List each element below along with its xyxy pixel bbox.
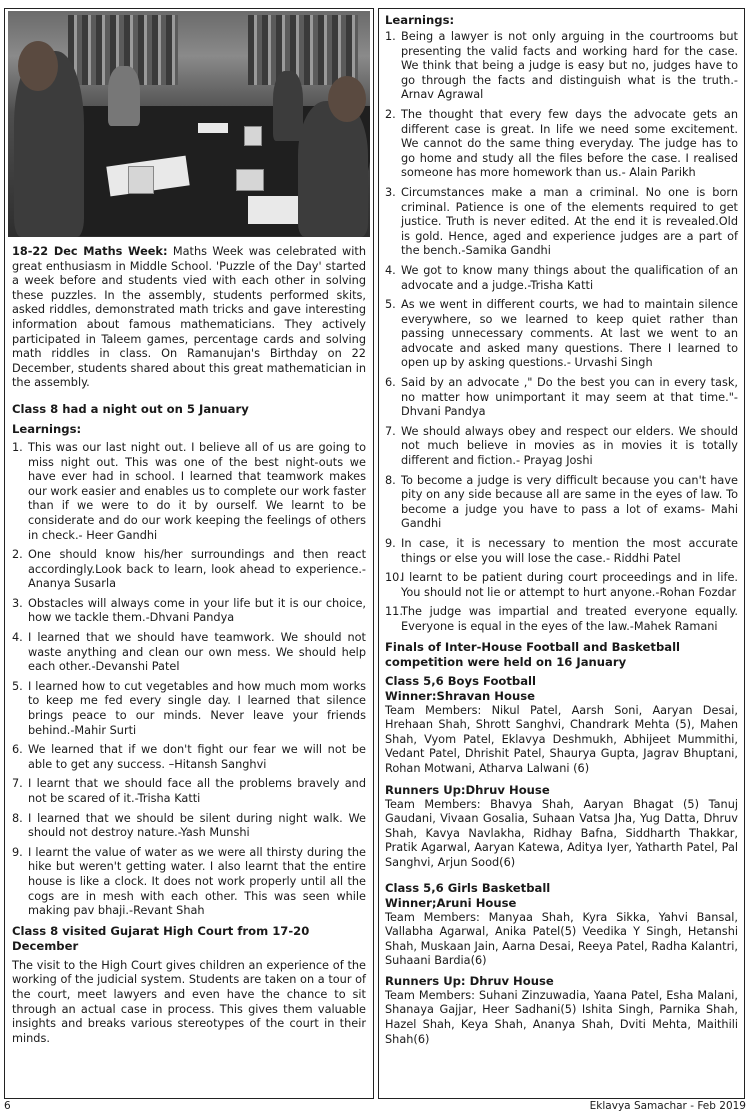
list-item: 5. I learned how to cut vegetables and how much mom works to keep me fed every single day. I learned that silence brings peace to our minds. Never leave your friends behind.-Mahir Surti: [12, 679, 366, 737]
list-item: 5. As we went in different courts, we had to maintain silence everywhere, so we learned to keep quiet rather than passing unnecessary comments. At last we went to an advocate and asked many questions. There I learned to open up by asking questions.- Urvashi Singh: [385, 298, 738, 370]
list-item: 11. The judge was impartial and treated everyone equally. Everyone is equal in the eyes of the law.-Mahek Ramani: [385, 605, 738, 633]
list-item: 10. I learnt to be patient during court proceedings and in life. You should not lie or attempt to hurt anyone.-Rohan Fozdar: [385, 571, 738, 599]
list-item: 8. To become a judge is very difficult because you can't have pity on any side because all are same in the eyes of law. To become a judge you have to pass a lot of exams- Mahi Gandhi: [385, 473, 738, 531]
list-item: 4. We got to know many things about the qualification of an advocate and a judge.-Trisha Katti: [385, 263, 738, 292]
girls-runner-members: Team Members: Suhani Zinzuwadia, Yaana Patel, Esha Malani, Shanaya Gajjar, Heer Sadhani(5) Ishita Singh, Parnika Shah, Hazel Shah, Keya Shah, Ananya Shah, Dviti Mehta, Maithili Shah(6): [385, 988, 738, 1046]
night-out-learnings-list: [12, 441, 366, 919]
page-number: 6: [4, 1100, 11, 1112]
court-learnings-label: Learnings:: [385, 13, 455, 27]
list-item: 1. Being a lawyer is not only arguing in the courtrooms but presenting the valid facts and working hard for the case. We think that being a judge is easy but no, judges have to go through the facts and distinguish what is the truth.- Arnav Agrawal: [385, 30, 738, 102]
court-learnings-list: [385, 30, 738, 635]
list-item: 9. I learnt the value of water as we were all thirsty during the hike but weren't getting water. I also learnt that the entire house is like a clock. It does not work properly until all the cogs are in mesh with each other. This was seen while making pav bhaji.-Revant Shah: [12, 845, 366, 918]
list-item: 9. In case, it is necessary to mention the most accurate things or else you will lose the case.- Riddhi Patel: [385, 537, 738, 565]
publication-footer: Eklavya Samachar - Feb 2019: [589, 1100, 746, 1112]
list-item: 8. I learned that we should be silent during night walk. We should not destroy nature.-Yash Munshi: [12, 811, 366, 840]
girls-runner-label: Runners Up: Dhruv House: [385, 973, 554, 988]
list-item: 2. One should know his/her surroundings and then react accordingly.Look back to learn, look ahead to experience.- Ananya Susarla: [12, 548, 366, 591]
list-item: 3. Circumstances make a man a criminal. No one is born criminal. Patience is one of the elements required to get justice. Truth is never edited. At the end it is revealed.Old is gold. Hence, aged and experience judges are a part of the bench.-Samika Gandhi: [385, 185, 738, 258]
boys-winner-members: Team Members: Nikul Patel, Aarsh Soni, Aaryan Desai, Hrehaan Shah, Shrott Sanghvi, Chandrark Mehta (5), Mahen Shah, Vyom Patel, Eklavya Deshmukh, Abhijeet Mummithi, Vedant Patel, Dhrishit Patel, Shaurya Gupta, Jagrav Bhuptani, Rohan Motwani, Atharva Lalwani (6): [385, 703, 738, 775]
list-item: 6. We learned that if we don't fight our fear we will not be able to get any success. –Hitansh Sanghvi: [12, 743, 366, 771]
maths-week-paragraph: [12, 245, 366, 391]
right-column: [378, 8, 745, 1099]
maths-week-body: Maths Week was celebrated with great enthusiasm in Middle School. 'Puzzle of the Day' started a week before and students vied with each other in solving these puzzles. In the assembly, students performed skits, asked riddles, demonstrated math tricks and gave interesting information about famous mathematicians. They actively participated in Taleem games, percentage cards and solving math riddles in class. On Ramanujan's Birthday on 22 December, students shared about this great mathematician in the assembly.: [12, 245, 367, 390]
list-item: 2. The thought that every few days the advocate gets an different case is great. In life we need some excitement. We cannot do the same thing everyday. The judge has to go home and study all the files before the case. I realised someone has more homework than us.- Alain Parikh: [385, 107, 738, 180]
boys-winner-label: Winner:Shravan House: [385, 688, 535, 703]
maths-week-photo: [8, 11, 370, 237]
high-court-heading: Class 8 visited Gujarat High Court from 17-20 December: [12, 923, 310, 953]
girls-winner-members: Team Members: Manyaa Shah, Kyra Sikka, Yahvi Bansal, Vallabha Agarwal, Anika Patel(5) Veedika Y Singh, Hetanshi Shah, Muskaan Jain, Aarna Desai, Reeya Patel, Radha Kalantri, Suhaani Bardia(6): [385, 910, 738, 968]
finals-heading: Finals of Inter-House Football and Basketball competition were held on 16 January: [385, 639, 681, 669]
list-item: 7. We should always obey and respect our elders. We should not much believe in movies as in movies it is totally different and fiction.- Prayag Joshi: [385, 424, 738, 468]
girls-basketball-heading: Class 5,6 Girls Basketball: [385, 880, 551, 895]
night-out-learnings-label: Learnings:: [12, 421, 82, 436]
list-item: 6. Said by an advocate ," Do the best you can in every task, no matter how unimportant it may seem at that time."- Dhvani Pandya: [385, 376, 738, 419]
maths-week-title: 18-22 Dec Maths Week:: [12, 245, 168, 258]
list-item: 4. I learned that we should have teamwork. We should not waste anything and clean our own mess. We should help each other.-Devanshi Patel: [12, 631, 366, 674]
boys-runner-members: Team Members: Bhavya Shah, Aaryan Bhagat (5) Tanuj Gaudani, Vivaan Gosalia, Suhaan Vatsa Jha, Yug Datta, Dhruv Shah, Kavya Navlakha, Ridhay Bafna, Siddharth Thakkar, Pratik Agarwal, Aaryan Katewa, Aditya Iyer, Yatharth Patel, Pal Sanghvi, Arjun Sood(6): [385, 797, 738, 869]
left-column: [4, 8, 374, 1099]
boys-runner-label: Runners Up:Dhruv House: [385, 782, 550, 797]
girls-winner-label: Winner;Aruni House: [385, 895, 517, 910]
night-out-heading: Class 8 had a night out on 5 January: [12, 401, 249, 416]
list-item: 3. Obstacles will always come in your life but it is our choice, how we tackle them.-Dhvani Pandya: [12, 596, 366, 625]
list-item: 1. This was our last night out. I believe all of us are going to miss night out. This was one of the best night-outs we have ever had in school. I learned that teamwork makes our work easier and enables us to complete our work faster than if we were to do it by ourself. We learnt to be considerate and do our work keeping the feelings of others in check.- Heer Gandhi: [12, 440, 366, 542]
boys-football-heading: Class 5,6 Boys Football: [385, 673, 537, 688]
high-court-body: The visit to the High Court gives children an experience of the working of the judicial system. Students are taken on a tour of the court, meet lawyers and even have the chance to sit through an actual case in process. This gives them valuable insights and breaks various stereotypes of the court in their minds.: [12, 958, 366, 1045]
list-item: 7. I learnt that we should face all the problems bravely and not be scared of it.-Trisha Katti: [12, 777, 366, 805]
